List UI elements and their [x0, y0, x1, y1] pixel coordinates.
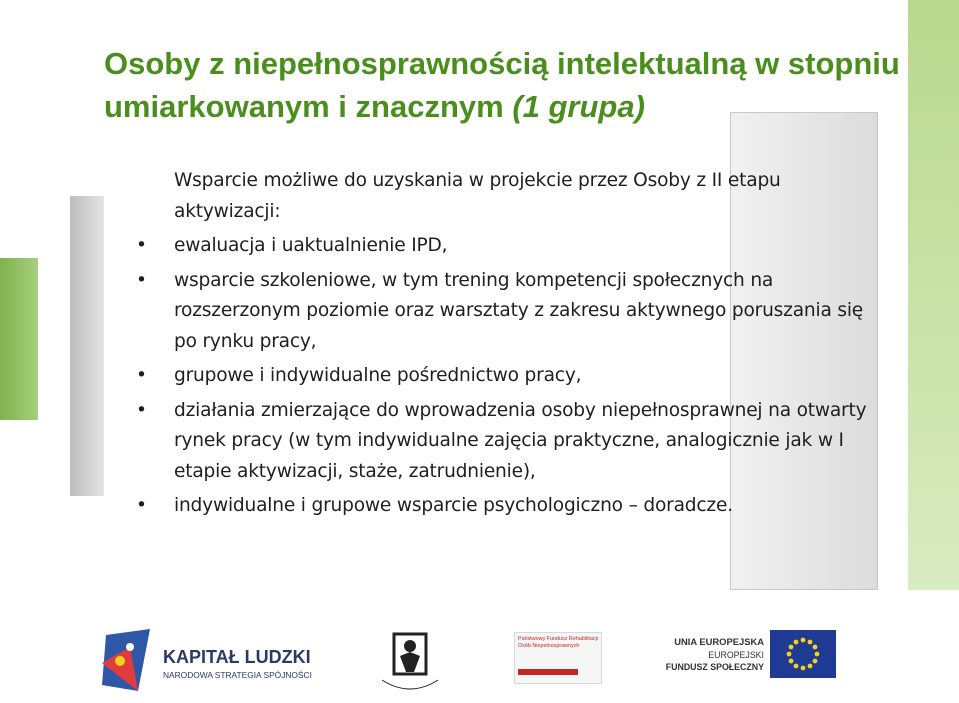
bullet-list	[174, 231, 874, 522]
pfron-logo	[514, 632, 602, 684]
eu-line2: EUROPEJSKI	[708, 650, 764, 660]
kapital-ludzki-logo	[100, 625, 325, 695]
decorative-green-bar-right	[908, 0, 959, 590]
eu-line3: FUNDUSZ SPOŁECZNY	[665, 662, 764, 672]
eu-logo	[656, 630, 838, 686]
bullet-item: • grupowe i indywidualne pośrednictwo pracy,	[174, 361, 874, 392]
eu-flag-icon	[770, 630, 836, 678]
title-italic-text: (1 grupa)	[512, 89, 645, 124]
eu-line1: UNIA EUROPEJSKA	[674, 636, 764, 647]
kapital-ludzki-name: KAPITAŁ LUDZKI	[163, 647, 311, 667]
bullet-item: • indywidualne i grupowe wsparcie psychologiczno – doradcze.	[174, 491, 874, 522]
intro-text: Wsparcie możliwe do uzyskania w projekcie przez Osoby z II etapu aktywizacji:	[174, 170, 781, 222]
slide-title	[104, 42, 904, 128]
bullet-item: • działania zmierzające do wprowadzenia osoby niepełnosprawnej na otwarty rynek pracy (w tym indywidualne zajęcia praktyczne, analogicznie jak w I etapie aktywizacji, staże, zatrudnienie),	[174, 396, 874, 488]
title-main-text: Osoby z niepełnosprawnością intelektualną w stopniu umiarkowanym i znacznym	[104, 46, 900, 124]
decorative-gray-bar-left	[70, 196, 104, 496]
emblem-icon	[378, 628, 442, 698]
bullet-item: • wsparcie szkoleniowe, w tym trening kompetencji społecznych na rozszerzonym poziomie oraz warsztaty z zakresu aktywnego poruszania się po rynku pracy,	[174, 266, 874, 358]
decorative-green-bar-left	[0, 258, 38, 420]
pfron-red-bar	[518, 669, 578, 675]
pfron-text: Państwowy Fundusz Rehabilitacji Osób Niepełnosprawnych	[518, 636, 598, 649]
kapital-ludzki-icon	[100, 625, 160, 695]
emblem-logo	[378, 628, 442, 698]
bullet-item: • ewaluacja i uaktualnienie IPD,	[174, 231, 874, 262]
slide-content	[174, 166, 874, 526]
kapital-ludzki-subtitle: NARODOWA STRATEGIA SPÓJNOŚCI	[163, 670, 312, 680]
